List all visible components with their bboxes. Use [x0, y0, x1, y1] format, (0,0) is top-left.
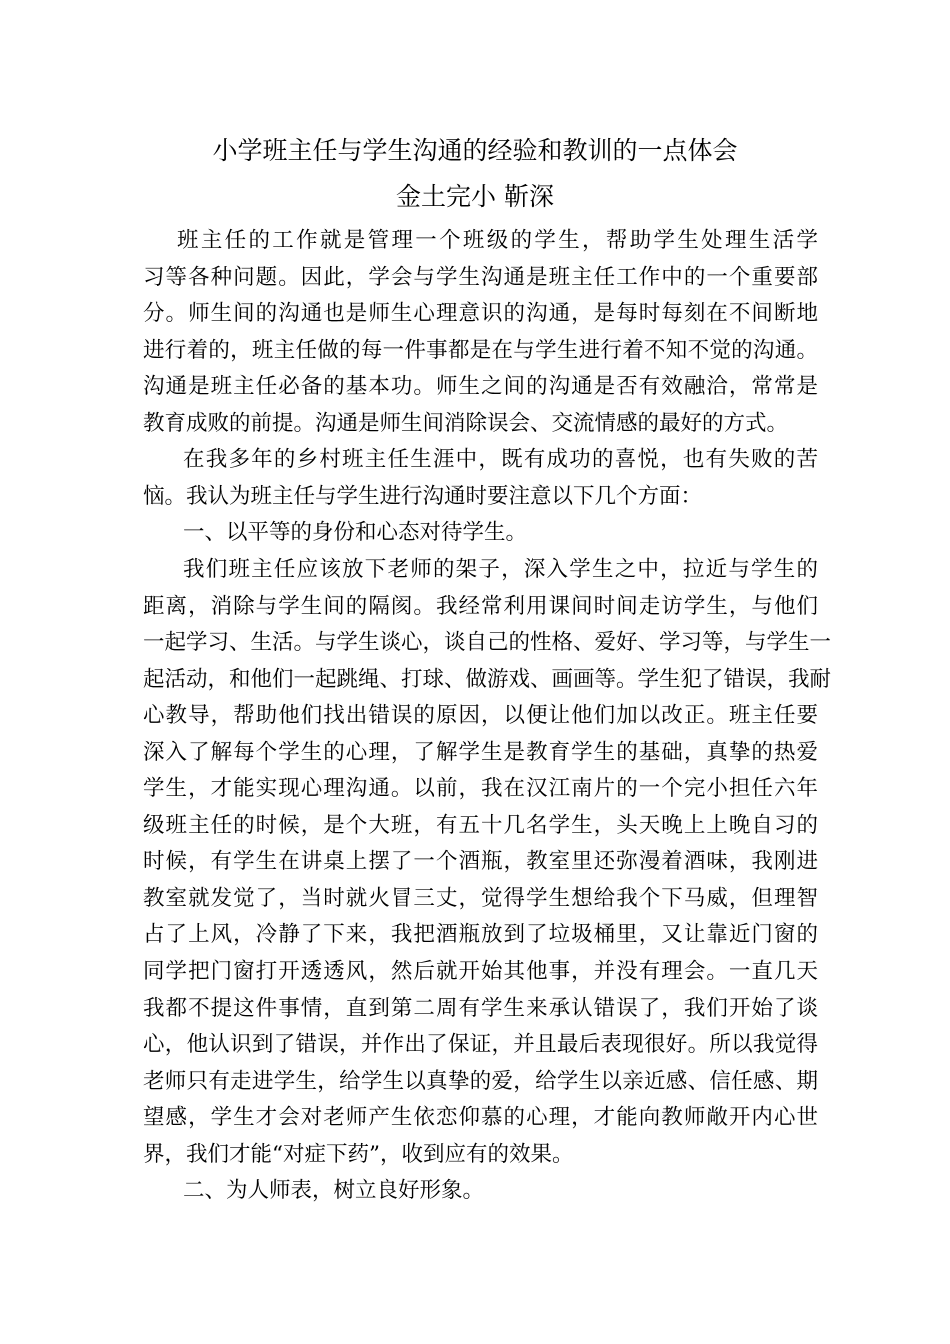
body-text-line: 一起学习、生活。与学生谈心，谈自己的性格、爱好、学习等，与学生一 [143, 630, 832, 655]
body-text-line: 习等各种问题。因此，学会与学生沟通是班主任工作中的一个重要部 [143, 265, 818, 290]
body-text-line: 望感，学生才会对老师产生依恋仰慕的心理，才能向教师敞开内心世 [143, 1105, 818, 1130]
body-text-line: 学生，才能实现心理沟通。以前，我在汉江南片的一个完小担任六年 [143, 776, 818, 801]
body-text-line: 沟通是班主任必备的基本功。师生之间的沟通是否有效融洽，常常是 [143, 374, 818, 399]
body-text-line: 教育成败的前提。沟通是师生间消除误会、交流情感的最好的方式。 [143, 411, 789, 436]
body-text-line: 一、以平等的身份和心态对待学生。 [183, 520, 528, 545]
body-text-line: 时候，有学生在讲桌上摆了一个酒瓶，教室里还弥漫着酒味，我刚进 [143, 849, 818, 874]
body-text-line: 同学把门窗打开透透风，然后就开始其他事，并没有理会。一直几天 [143, 959, 818, 984]
body-text-line: 距离，消除与学生间的隔阂。我经常利用课间时间走访学生，与他们 [143, 594, 818, 619]
body-text-line: 进行着的，班主任做的每一件事都是在与学生进行着不知不觉的沟通。 [143, 338, 818, 363]
body-text-line: 二、为人师表，树立良好形象。 [183, 1178, 485, 1203]
document-title: 小学班主任与学生沟通的经验和教训的一点体会 [212, 136, 738, 165]
body-text-line: 分。师生间的沟通也是师生心理意识的沟通，是每时每刻在不间断地 [143, 301, 818, 326]
body-text-line: 老师只有走进学生，给学生以真挚的爱，给学生以亲近感、信任感、期 [143, 1069, 818, 1094]
body-text-line: 我都不提这件事情，直到第二周有学生来承认错误了，我们开始了谈 [143, 996, 818, 1021]
body-text-line: 班主任的工作就是管理一个班级的学生，帮助学生处理生活学 [177, 228, 818, 253]
body-text-line: 占了上风，冷静了下来，我把酒瓶放到了垃圾桶里，又让靠近门窗的 [143, 922, 818, 947]
body-text-line: 深入了解每个学生的心理，了解学生是教育学生的基础，真挚的热爱 [143, 740, 818, 765]
body-text-line: 教室就发觉了，当时就火冒三丈，觉得学生想给我个下马威，但理智 [143, 886, 818, 911]
body-text-line: 级班主任的时候，是个大班，有五十几名学生，头天晚上上晚自习的 [143, 813, 818, 838]
body-text-line: 我们班主任应该放下老师的架子，深入学生之中，拉近与学生的 [183, 557, 818, 582]
body-text-line: 在我多年的乡村班主任生涯中，既有成功的喜悦，也有失败的苦 [183, 447, 818, 472]
body-text-line: 界，我们才能“对症下药”，收到应有的效果。 [143, 1142, 574, 1167]
body-text-line: 心教导，帮助他们找出错误的原因，以便让他们加以改正。班主任要 [143, 703, 818, 728]
body-text-line: 心，他认识到了错误，并作出了保证，并且最后表现很好。所以我觉得 [143, 1032, 818, 1057]
document-author: 金土完小 靳深 [396, 182, 554, 211]
body-text-line: 恼。我认为班主任与学生进行沟通时要注意以下几个方面： [143, 484, 703, 509]
body-text-line: 起活动，和他们一起跳绳、打球、做游戏、画画等。学生犯了错误，我耐 [143, 667, 832, 692]
